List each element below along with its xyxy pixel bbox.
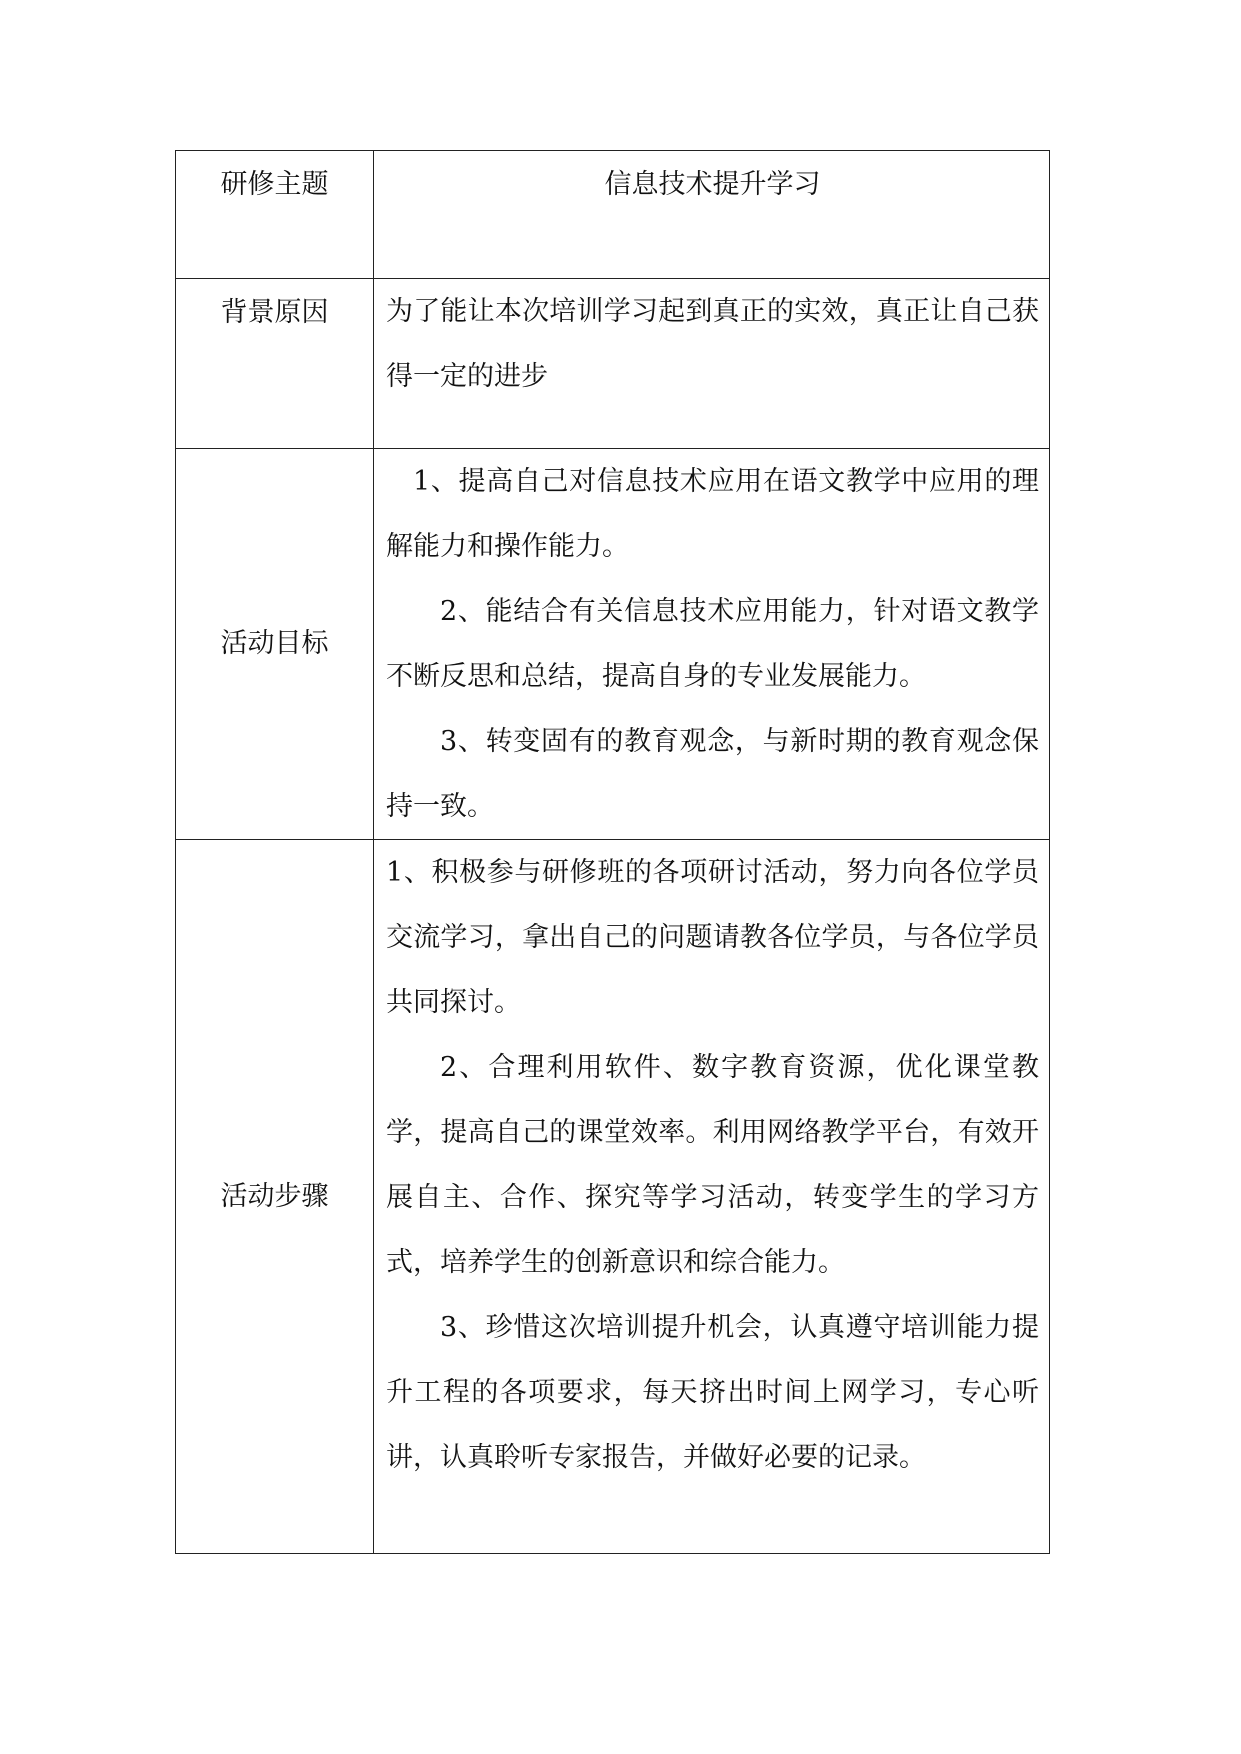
steps-label-cell [176,840,374,1554]
table-row-steps [176,840,1050,1554]
goals-content-cell [374,449,1050,840]
step-item-2: 2、合理利用软件、数字教育资源，优化课堂教学，提高自己的课堂效率。利用网络教学平台，有效开展自主、合作、探究等学习活动，转变学生的学习方式，培养学生的创新意识和综合能力。 [386,1052,1039,1278]
table-row-goals [176,449,1050,840]
research-plan-table [175,150,1050,1554]
goal-item-3: 3、转变固有的教育观念，与新时期的教育观念保持一致。 [386,726,1039,822]
steps-label: 活动步骤 [220,1180,329,1212]
goal-item-2: 2、能结合有关信息技术应用能力，针对语文教学不断反思和总结，提高自身的专业发展能力。 [386,596,1039,692]
step-item-3: 3、珍惜这次培训提升机会，认真遵守培训能力提升工程的各项要求，每天挤出时间上网学习，专心听讲，认真聆听专家报告，并做好必要的记录。 [386,1312,1039,1473]
table-row-topic [176,151,1050,279]
background-label-cell [176,279,374,449]
steps-content-cell [374,840,1050,1554]
topic-label: 研修主题 [220,169,329,200]
goal-item-1: 1、提高自己对信息技术应用在语文教学中应用的理解能力和操作能力。 [386,466,1039,562]
background-content: 为了能让本次培训学习起到真正的实效，真正让自己获得一定的进步 [386,296,1039,392]
background-content-cell [374,279,1050,449]
goals-label: 活动目标 [220,628,329,659]
background-label: 背景原因 [220,297,329,328]
table-row-background [176,279,1050,449]
topic-label-cell [176,151,374,279]
topic-content-cell [374,151,1050,279]
topic-content: 信息技术提升学习 [604,169,821,200]
step-item-1: 1、积极参与研修班的各项研讨活动，努力向各位学员交流学习，拿出自己的问题请教各位学员，与各位学员共同探讨。 [386,857,1039,1018]
goals-label-cell [176,449,374,840]
